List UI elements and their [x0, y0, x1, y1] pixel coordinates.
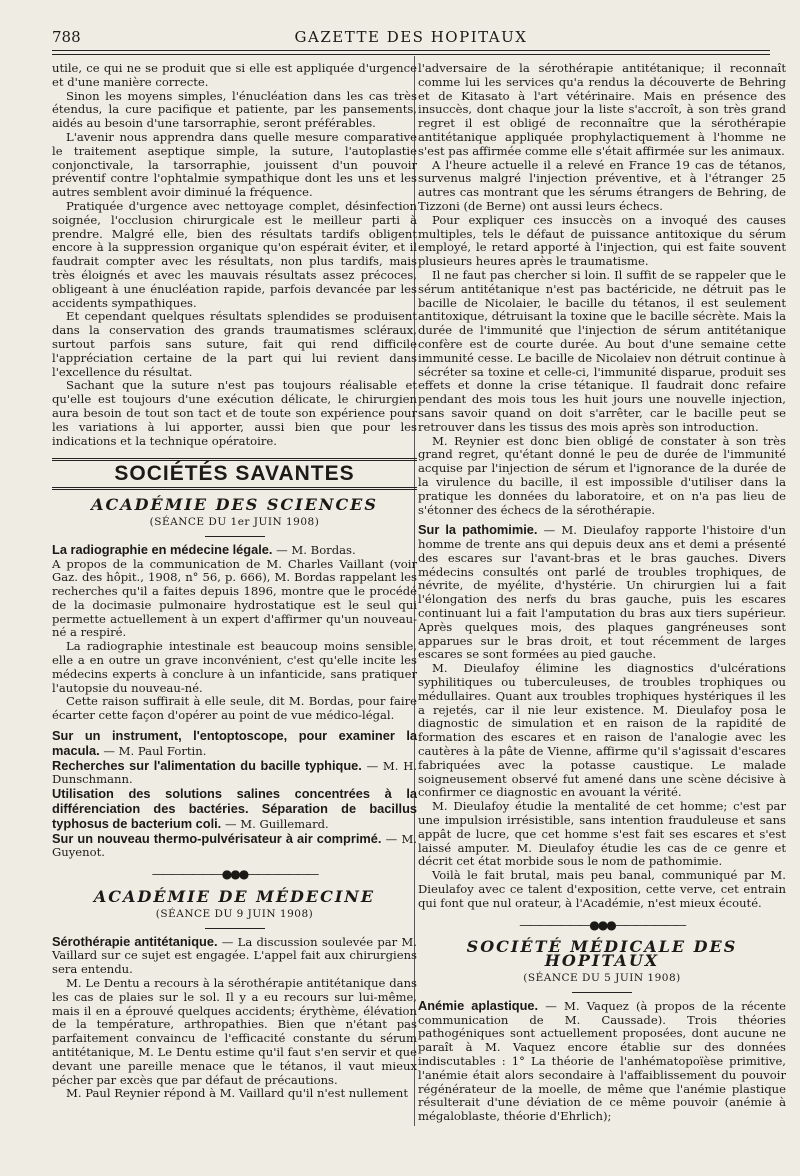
- article-heading: Utilisation des solutions salines concentrées à la différenciation des bactéries. Séparation de bacillus typhosus de bacterium coli.: [52, 786, 417, 831]
- paragraph: Cette raison suffirait à elle seule, dit M. Bordas, pour faire écarter cette façon d'opérer au point de vue médico-légal.: [52, 694, 417, 723]
- session-date: (SÉANCE DU 1er JUIN 1908): [149, 515, 320, 528]
- paragraph: Pour expliquer ces insuccès on a invoqué des causes multiples, tels le défaut de puissance antitoxique du sérum employé, le retard apporté à l'injection, qui est faite souvent plusieurs heures après le traumatisme.: [418, 212, 786, 269]
- article-radiographie: [52, 543, 417, 558]
- paragraph: Pratiquée d'urgence avec nettoyage complet, désinfection soignée, l'occlusion chirurgicale est le meilleur parti à prendre. Malgré elle, bien des résultats tardifs obligent encore à la suppression organique qu'on espérait éviter, et il faudrait compter avec les résultats, non plus tardifs, mais très éloignés et avec les mauvais résultats assez précoces, obligeant à une énucléation rapide, parfois devancée par les accidents sympathiques.: [52, 198, 417, 310]
- paragraph: L'avenir nous apprendra dans quelle mesure comparative le traitement aseptique simple, la suture, l'autoplastie conjonctivale, la tarsorraphie, jouissent d'un pouvoir préventif contre l'ophtalmie sympathique dont les uns et les autres semblent avoir diminué la fréquence.: [52, 129, 417, 200]
- article-heading: Anémie aplastique.: [418, 997, 539, 1013]
- page-header: [52, 26, 770, 48]
- section-banner: [52, 458, 417, 490]
- article-entoptoscope: [52, 729, 417, 759]
- paragraph: M. Reynier est donc bien obligé de constater à son très grand regret, qu'étant donné le peu de durée de l'immunité acquise par l'injection de sérum et l'ignorance de la durée de la virulence du bacille, il est impossible d'utiliser dans la pratique les données du laboratoire, et on n'a pas lieu de s'étonner des échecs de la sérothérapie.: [418, 433, 786, 517]
- article-solutions-salines: [52, 787, 417, 831]
- paragraph: La radiographie intestinale est beaucoup moins sensible, elle a en outre un grave inconvénient, c'est qu'elle incite les médecins experts à conclure à un infanticide, sans pratiquer l'autopsie du nouveau-né.: [52, 639, 417, 695]
- section-title: SOCIÉTÉS SAVANTES: [114, 462, 355, 486]
- article-anemie: [418, 999, 786, 1124]
- paragraph: l'adversaire de la sérothérapie antitétanique; il reconnaît comme lui les services qu'a rendus la découverte de Behring et de Kitasato à l'art vétérinaire. Mais en présence des insuccès, dont chaque jour la liste s'accroît, à son très grand regret il est obligé de reconnaître que la sérothérapie antitétanique appliquée prophylactiquement à l'homme ne s'est pas affirmée comme elle s'était affirmée sur les animaux.: [418, 61, 786, 158]
- paragraph: M. Paul Reynier répond à M. Vaillard qu'il n'est nullement: [66, 1086, 408, 1101]
- article-pathomimie: [418, 523, 786, 662]
- paragraph: Sachant que la suture n'est pas toujours réalisable et qu'elle est toujours d'une exécution délicate, le chirurgien aura besoin de tout son tact et de toute son expérience pour les variations à lui apporter, aussi bien que pour les indications et la technique opératoire.: [52, 378, 417, 448]
- header-rule: [52, 50, 770, 51]
- paragraph: M. Dieulafoy élimine les diagnostics d'ulcérations syphilitiques ou tuberculeuses, de troubles trophiques ou médullaires. Quant aux troubles trophiques hystériques il les a rejetés, car il nie leur existence. M. Dieulafoy posa le diagnostic de simulation et en raison de la rapidité de formation des escares et en raison de l'analogie avec les cautères à la pâte de Vienne, affirme qu'il s'agissait d'escares fabriquées avec la potasse caustique. Le malade soigneusement observé fut amené dans une scène décisive à confirmer ce diagnostic en avouant la vérité.: [418, 661, 786, 800]
- short-rule: [572, 992, 632, 993]
- paragraph: Et cependant quelques résultats splendides se produisent dans la conservation des grands traumatismes scléraux, surtout parfois sans suture, fait qui rend difficile l'appréciation certaine de la part qui lui revient dans l'excellence du résultat.: [52, 309, 417, 379]
- article-heading: Sur un nouveau thermo-pulvérisateur à air comprimé.: [52, 830, 382, 846]
- session-date: (SÉANCE DU 9 JUIN 1908): [155, 907, 314, 920]
- page-number: 788: [52, 28, 81, 46]
- session-date: (SÉANCE DU 5 JUIN 1908): [523, 972, 681, 984]
- article-typhique: [52, 759, 417, 788]
- article-heading: Sur un instrument, l'entoptoscope, pour examiner la macula.: [52, 728, 417, 758]
- paragraph: Sinon les moyens simples, l'énucléation dans les cas très étendus, la cure pacifique et patiente, par les pansements, aidés au besoin d'une tarsorraphie, seront préférables.: [52, 88, 417, 131]
- paragraph: utile, ce qui ne se produit que si elle est appliquée d'urgence et d'une manière correcte.: [52, 61, 417, 89]
- article-author: — M. Bordas.: [276, 542, 356, 557]
- running-title: GAZETTE DES HOPITAUX: [294, 28, 528, 46]
- paragraph: M. Dieulafoy étudie la mentalité de cet homme; c'est par une impulsion irrésistible, sans intention frauduleuse et sans appât de lucre, que cet homme s'est fait ses escares et s'est laissé amputer. M. Dieulafoy étudie les cas de ce genre et décrit cet état morbide sous le nom de pathomimie.: [418, 799, 786, 869]
- short-rule: [205, 536, 265, 537]
- short-rule: [205, 928, 265, 929]
- article-author: — M. H. Dunschmann.: [52, 758, 418, 787]
- paragraph: A l'heure actuelle il a relevé en France 19 cas de tétanos, survenus malgré l'injection préventive, et à l'étranger 25 autres cas montrant que les sérums étrangers de Behring, de Tizzoni (de Berne) ont aussi leurs échecs.: [418, 157, 786, 213]
- article-serotherapie: [52, 935, 417, 977]
- header-rule-thin: [52, 54, 770, 55]
- paragraph: Voilà le fait brutal, mais peu banal, communiqué par M. Dieulafoy avec ce talent d'exposition, cette verve, cet entrain qui font que nul orateur, à l'Académie, n'est mieux écouté.: [418, 868, 786, 910]
- society-title: SOCIÉTÉ MÉDICALE DES HOPITAUX: [466, 937, 738, 971]
- article-heading: Sérothérapie antitétanique.: [52, 933, 218, 949]
- paragraph-text: — La discussion soulevée par M. Vaillard sur ce sujet est engagée. L'appel fait aux chirurgiens sera entendu.: [52, 934, 417, 977]
- paragraph: Il ne faut pas chercher si loin. Il suffit de se rappeler que le sérum antitétanique n'est pas bactéricide, ne détruit pas le bacille de Nicolaier, le bacille du tétanos, il est seulement antitoxique, détruisant la toxine que le bacille sécrète. Mais la durée de l'immunité que l'injection de sérum antitétanique confère est de courte durée. Au bout d'une semaine cette immunité cesse. Le bacille de Nicolaiev non détruit continue à sécréter sa toxine et celle-ci, l'immunité disparue, produit ses effets et donne la crise tétanique. Il faudrait donc refaire pendant des mois tous les huit jours une nouvelle injection, sans savoir quand on doit s'arrêter, car le bacille peut se retrouver dans les tissus des mois après son introduction.: [418, 267, 786, 434]
- right-column: [418, 62, 786, 1124]
- academy-title: ACADÉMIE DE MÉDECINE: [93, 887, 376, 907]
- article-heading: Recherches sur l'alimentation du bacille typhique.: [52, 757, 362, 773]
- article-author: — M. Guillemard.: [224, 816, 329, 831]
- article-heading: Sur la pathomimie.: [418, 522, 538, 538]
- ornament-divider: ———————●●●———————: [519, 917, 685, 932]
- paragraph: M. Le Dentu a recours à la sérothérapie antitétanique dans les cas de plaies sur le sol. Il y a eu recours sur lui-même, mais il en a éprouvé quelques accidents; érythème, élévation de la température, arthropathies. Bien que n'étant pas parfaitement convaincu de l'efficacité constante du sérum antitétanique, M. Le Dentu estime qu'il faut s'en servir et que devant une pareille menace que le tétanos, il vaut mieux pécher par excès que par défaut de précautions.: [52, 976, 417, 1087]
- academy-title: ACADÉMIE DES SCIENCES: [91, 495, 378, 515]
- article-thermo: [52, 832, 417, 861]
- left-column: [52, 62, 417, 1101]
- paragraph-text: — M. Vaquez (à propos de la récente communication de M. Caussade). Trois théories pathogéniques sont actuellement proposées, dont aucune ne paraît à M. Vaquez encore établie sur des données indiscutables : 1° La théorie de l'anhématopoïèse primitive, l'anémie était alors secondaire à l'affaiblissement du pouvoir régénérateur de la moelle, de même que l'anémie plastique résulterait d'une déviation de ce même pouvoir (anémie à mégaloblaste, théorie d'Ehrlich);: [418, 998, 787, 1124]
- ornament-divider: ———————●●●———————: [151, 867, 318, 882]
- paragraph: A propos de la communication de M. Charles Vaillant (voir Gaz. des hôpit., 1908, n° 56, p. 666), M. Bordas rappelant les recherches qu'il a faites depuis 1896, montre que le procédé de la docimasie pulmonaire hydrostatique est le seul qui permette actuellement à un expert d'affirmer qu'un nouveau-né a respiré.: [52, 556, 417, 640]
- article-author: — M. Guyenot.: [52, 831, 417, 860]
- article-heading: La radiographie en médecine légale.: [52, 541, 273, 557]
- article-author: — M. Paul Fortin.: [103, 743, 207, 758]
- paragraph-text: — M. Dieulafoy rapporte l'histoire d'un homme de trente ans qui depuis deux ans et demi a présenté des escares sur l'avant-bras et le bras gauches. Divers médecins consultés ont parlé de troubles trophiques, de névrite, de myélite, d'hystérie. Un chirurgien lui a fait l'élongation des nerfs du bras gauche, puis les escares continuant lui a fait l'amputation du bras aux tiers supérieur. Après quelques mois, des plaques gangréneuses sont apparues sur le bras droit, et tout récemment de larges escares se sont formées au pied gauche.: [418, 523, 786, 662]
